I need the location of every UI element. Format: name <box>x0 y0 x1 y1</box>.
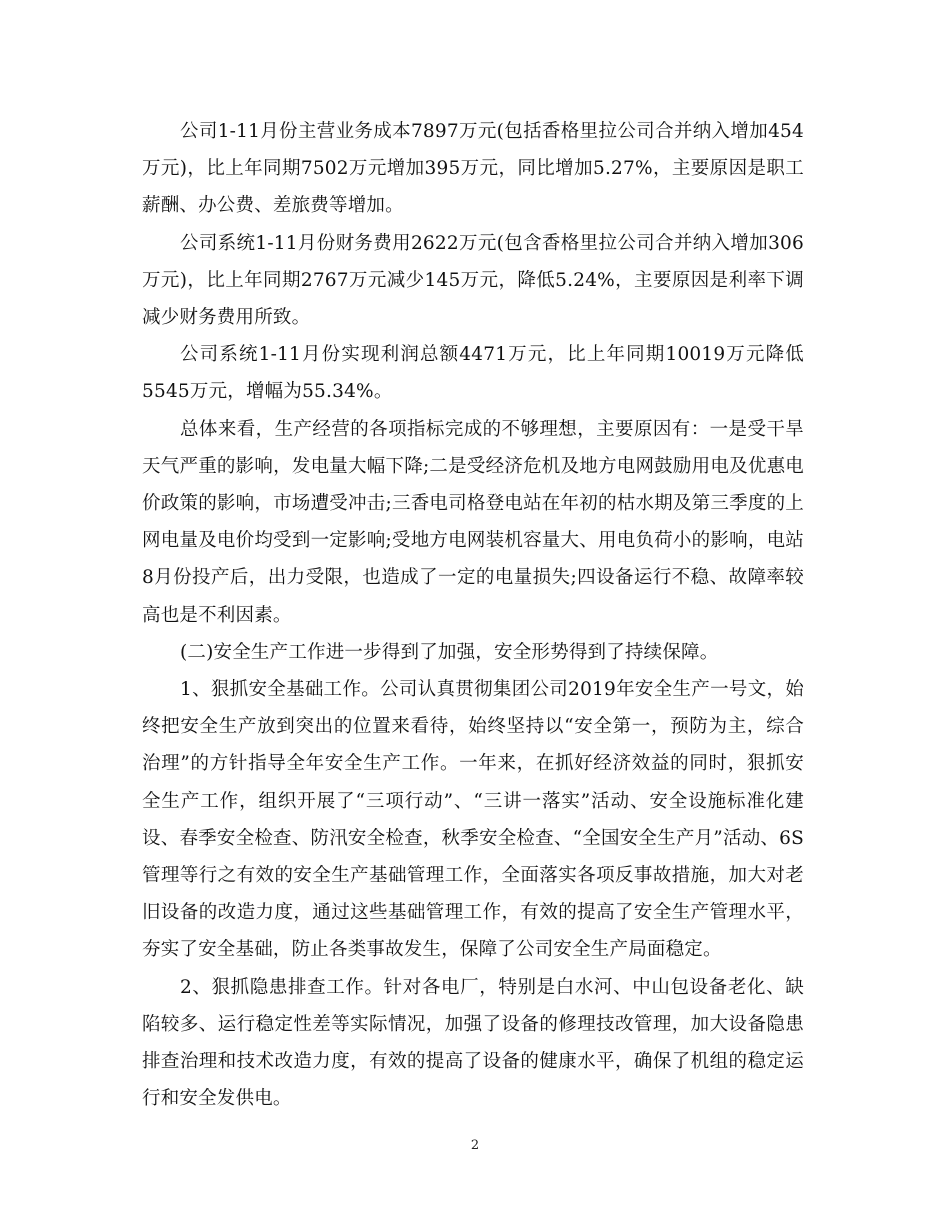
page-number: 2 <box>470 1138 480 1153</box>
paragraph-financial-expense: 公司系统1-11月份财务费用2622万元(包含香格里拉公司合并纳入增加306万元)，比上年同期2767万元减少145万元，降低5.24%，主要原因是利率下调减少财务费用所致。 <box>142 232 804 329</box>
paragraph-safety-foundation: 1、狠抓安全基础工作。公司认真贯彻集团公司2019年安全生产一号文，始终把安全生产放到突出的位置来看待，始终坚持以“安全第一，预防为主，综合治理”的方针指导全年安全生产工作。一年来，在抓好经济效益的同时，狠抓安全生产工作，组织开展了“三项行动”、“三讲一落实”活动、安全设施标准化建设、春季安全检查、防汛安全检查，秋季安全检查、“全国安全生产月”活动、6S管理等行之有效的安全生产基础管理工作，全面落实各项反事故措施，加大对老旧设备的改造力度，通过这些基础管理工作，有效的提高了安全生产管理水平，夯实了安全基础，防止各类事故发生，保障了公司安全生产局面稳定。 <box>142 679 804 961</box>
paragraph-safety-heading: (二)安全生产工作进一步得到了加强，安全形势得到了持续保障。 <box>180 641 719 663</box>
paragraph-main-business-cost: 公司1-11月份主营业务成本7897万元(包括香格里拉公司合并纳入增加454万元)，比上年同期7502万元增加395万元，同比增加5.27%，主要原因是职工薪酬、办公费、差旅费等增加。 <box>142 121 804 217</box>
paragraph-overall-analysis: 总体来看，生产经营的各项指标完成的不够理想，主要原因有：一是受干旱天气严重的影响，发电量大幅下降;二是受经济危机及地方电网鼓励用电及优惠电价政策的影响，市场遭受冲击;三香电司格登电站在年初的枯水期及第三季度的上网电量及电价均受到一定影响;受地方电网装机容量大、用电负荷小的影响，电站8月份投产后，出力受限，也造成了一定的电量损失;四设备运行不稳、故障率较高也是不利因素。 <box>142 418 804 626</box>
page-body <box>142 113 804 1117</box>
paragraph-total-profit: 公司系统1-11月份实现利润总额4471万元，比上年同期10019万元降低5545万元，增幅为55.34%。 <box>142 344 804 403</box>
paragraph-hazard-inspection: 2、狠抓隐患排查工作。针对各电厂，特别是白水河、中山包设备老化、缺陷较多、运行稳定性差等实际情况，加强了设备的修理技改管理，加大设备隐患排查治理和技术改造力度，有效的提高了设备的健康水平，确保了机组的稳定运行和安全发供电。 <box>142 976 804 1110</box>
